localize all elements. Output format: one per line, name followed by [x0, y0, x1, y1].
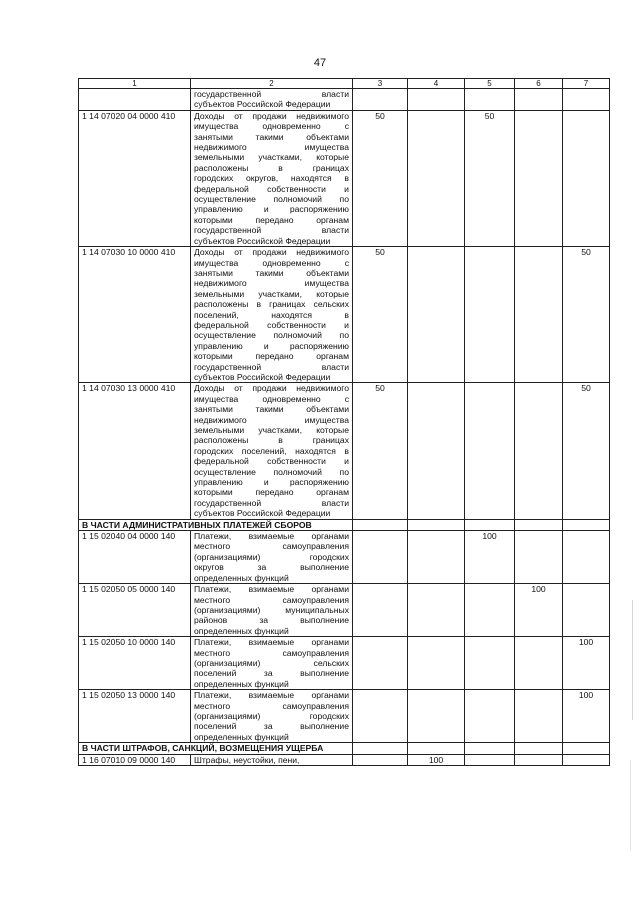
revenue-name-line: расположены в границах: [194, 435, 349, 446]
empty-cell: [408, 519, 465, 530]
table-body: [79, 79, 610, 766]
revenue-name-line: расположены в границах: [194, 162, 349, 173]
scan-artifact: [630, 760, 631, 850]
value-cell-col3: [353, 690, 408, 743]
revenue-name-line: которыми передано органам: [194, 214, 349, 225]
budget-code: 1 15 02040 04 0000 140: [79, 531, 191, 584]
value-cell-col5: [465, 383, 515, 519]
revenue-name-line: Платежи, взимаемые органами: [194, 584, 349, 595]
revenue-name-line: Доходы от продажи недвижимого: [194, 247, 349, 258]
value-cell-col3: 50: [353, 383, 408, 519]
header-cell: 6: [515, 79, 563, 89]
revenue-name-line: расположены в границах сельских: [194, 299, 349, 310]
header-cell: 7: [563, 79, 610, 89]
revenue-name-line: государственной власти: [194, 89, 349, 99]
revenue-name-line: государственной власти: [194, 225, 349, 236]
revenue-name: [191, 531, 353, 584]
value-cell-col4: [408, 531, 465, 584]
empty-cell: [465, 743, 515, 754]
value-cell-col5: [465, 89, 515, 111]
revenue-name-line: определенных функций: [194, 731, 289, 742]
empty-cell: [515, 519, 563, 530]
value-cell-col4: [408, 637, 465, 690]
header-cell: 5: [465, 79, 515, 89]
revenue-name-line: субъектов Российской Федерации: [194, 371, 331, 382]
empty-cell: [515, 743, 563, 754]
value-cell-col3: 50: [353, 110, 408, 246]
revenue-name-line: земельными участками, которые: [194, 152, 349, 163]
revenue-name-line: управлению и распоряжению: [194, 204, 349, 215]
revenue-name-line: земельными участками, которые: [194, 425, 349, 435]
revenue-name-line: городских поселений, находятся в: [194, 445, 349, 456]
value-cell-col5: [465, 247, 515, 383]
budget-code: 1 16 07010 09 0000 140: [79, 754, 191, 765]
revenue-name-line: осуществление полномочий по: [194, 330, 349, 341]
section-title: В ЧАСТИ ШТРАФОВ, САНКЦИЙ, ВОЗМЕЩЕНИЯ УЩЕРБА: [79, 743, 353, 754]
revenue-name-line: Платежи, взимаемые органами: [194, 531, 349, 542]
header-cell: 3: [353, 79, 408, 89]
value-cell-col7: 100: [563, 637, 610, 690]
revenue-name-line: занятыми такими объектами: [194, 267, 349, 278]
revenue-name-line: (организациями) городских: [194, 710, 349, 721]
revenue-name-line: субъектов Российской Федерации: [194, 508, 331, 519]
revenue-name-line: имущества одновременно с: [194, 257, 349, 268]
revenue-name-line: федеральной собственности и: [194, 183, 349, 194]
revenue-name-line: осуществление полномочий по: [194, 194, 349, 205]
value-cell-col5: [465, 584, 515, 637]
value-cell-col4: [408, 110, 465, 246]
value-cell-col6: [515, 247, 563, 383]
revenue-name-line: (организациями) сельских: [194, 657, 349, 668]
section-row: [79, 519, 610, 530]
table-row: [79, 584, 610, 637]
value-cell-col3: [353, 754, 408, 765]
value-cell-col4: [408, 383, 465, 519]
value-cell-col3: [353, 584, 408, 637]
value-cell-col3: [353, 531, 408, 584]
revenue-name: [191, 247, 353, 383]
scan-artifact: [632, 600, 633, 720]
revenue-name: [191, 383, 353, 519]
value-cell-col5: 50: [465, 110, 515, 246]
value-cell-col3: [353, 637, 408, 690]
budget-code: 1 14 07030 13 0000 410: [79, 383, 191, 519]
empty-cell: [563, 743, 610, 754]
revenue-name-line: (организациями) городских: [194, 551, 349, 562]
revenue-name-line: имущества одновременно с: [194, 393, 349, 404]
budget-code: 1 15 02050 05 0000 140: [79, 584, 191, 637]
revenue-name-line: Доходы от продажи недвижимого: [194, 110, 349, 121]
value-cell-col7: 50: [563, 383, 610, 519]
revenue-name-line: недвижимого имущества: [194, 278, 349, 289]
value-cell-col7: [563, 89, 610, 111]
revenue-name-line: федеральной собственности и: [194, 319, 349, 330]
budget-code: 1 14 07020 04 0000 410: [79, 110, 191, 246]
revenue-name-line: государственной власти: [194, 361, 349, 372]
revenue-name-line: Доходы от продажи недвижимого: [194, 383, 349, 394]
revenue-name-line: субъектов Российской Федерации: [194, 235, 331, 246]
revenue-name: [191, 637, 353, 690]
table-header-row: [79, 79, 610, 89]
revenue-name-line: государственной власти: [194, 497, 349, 508]
value-cell-col5: [465, 754, 515, 765]
empty-cell: [353, 519, 408, 530]
revenue-name-line: определенных функций: [194, 625, 289, 636]
table-row: [79, 110, 610, 246]
revenue-name-line: Штрафы, неустойки, пени,: [194, 754, 300, 765]
revenue-name-line: определенных функций: [194, 678, 289, 689]
revenue-name-line: субъектов Российской Федерации: [194, 99, 331, 110]
value-cell-col6: [515, 110, 563, 246]
revenue-name-line: поселений за выполнение: [194, 668, 349, 679]
revenue-name-line: районов за выполнение: [194, 615, 349, 626]
value-cell-col4: [408, 247, 465, 383]
value-cell-col6: [515, 754, 563, 765]
value-cell-col6: [515, 383, 563, 519]
revenue-name-line: местного самоуправления: [194, 541, 349, 552]
revenue-name-line: Платежи, взимаемые органами: [194, 637, 349, 648]
value-cell-col4: [408, 584, 465, 637]
value-cell-col6: [515, 637, 563, 690]
revenue-name-line: поселений за выполнение: [194, 721, 349, 732]
value-cell-col7: [563, 531, 610, 584]
revenue-name-line: местного самоуправления: [194, 700, 349, 711]
value-cell-col5: [465, 637, 515, 690]
revenue-name-line: занятыми такими объектами: [194, 404, 349, 415]
budget-code: 1 14 07030 10 0000 410: [79, 247, 191, 383]
revenue-name-line: имущества одновременно с: [194, 121, 349, 132]
budget-code: [79, 89, 191, 111]
revenue-name-line: поселений, находятся в: [194, 309, 349, 320]
revenue-name-line: занятыми такими объектами: [194, 131, 349, 142]
empty-cell: [563, 519, 610, 530]
revenue-name-line: осуществление полномочий по: [194, 466, 349, 477]
revenue-name-line: местного самоуправления: [194, 594, 349, 605]
revenue-name-line: определенных функций: [194, 572, 289, 583]
table-row: [79, 690, 610, 743]
revenue-table: [78, 78, 610, 766]
revenue-name-line: местного самоуправления: [194, 647, 349, 658]
value-cell-col6: [515, 690, 563, 743]
revenue-name-line: округов за выполнение: [194, 562, 349, 573]
revenue-name: [191, 584, 353, 637]
revenue-name-line: управлению и распоряжению: [194, 477, 349, 488]
table-row: [79, 383, 610, 519]
revenue-name-line: (организациями) муниципальных: [194, 604, 349, 615]
table-row: [79, 89, 610, 111]
value-cell-col5: [465, 690, 515, 743]
table-row: [79, 247, 610, 383]
value-cell-col3: [353, 89, 408, 111]
revenue-name-line: Платежи, взимаемые органами: [194, 690, 349, 701]
value-cell-col6: [515, 89, 563, 111]
value-cell-col4: [408, 690, 465, 743]
value-cell-col7: 100: [563, 690, 610, 743]
value-cell-col7: [563, 584, 610, 637]
revenue-name: [191, 110, 353, 246]
value-cell-col7: [563, 754, 610, 765]
revenue-name-line: недвижимого имущества: [194, 414, 349, 425]
value-cell-col6: [515, 531, 563, 584]
revenue-name: [191, 690, 353, 743]
table-row: [79, 531, 610, 584]
budget-code: 1 15 02050 10 0000 140: [79, 637, 191, 690]
value-cell-col6: 100: [515, 584, 563, 637]
value-cell-col5: 100: [465, 531, 515, 584]
table-row: [79, 754, 610, 765]
header-cell: 2: [191, 79, 353, 89]
value-cell-col4: 100: [408, 754, 465, 765]
revenue-name-line: которыми передано органам: [194, 487, 349, 498]
revenue-name-line: которыми передано органам: [194, 351, 349, 362]
table-row: [79, 637, 610, 690]
header-cell: 4: [408, 79, 465, 89]
revenue-name-line: земельными участками, которые: [194, 288, 349, 299]
header-cell: 1: [79, 79, 191, 89]
section-title: В ЧАСТИ АДМИНИСТРАТИВНЫХ ПЛАТЕЖЕЙ СБОРОВ: [79, 519, 353, 530]
empty-cell: [465, 519, 515, 530]
section-row: [79, 743, 610, 754]
value-cell-col4: [408, 89, 465, 111]
value-cell-col7: [563, 110, 610, 246]
revenue-name-line: недвижимого имущества: [194, 142, 349, 153]
revenue-name-line: городских округов, находятся в: [194, 173, 349, 184]
value-cell-col7: 50: [563, 247, 610, 383]
revenue-name-line: федеральной собственности и: [194, 456, 349, 467]
revenue-name: [191, 89, 353, 111]
revenue-name: [191, 754, 353, 765]
revenue-name-line: управлению и распоряжению: [194, 340, 349, 351]
value-cell-col3: 50: [353, 247, 408, 383]
page-number: 47: [313, 57, 327, 69]
empty-cell: [408, 743, 465, 754]
budget-code: 1 15 02050 13 0000 140: [79, 690, 191, 743]
empty-cell: [353, 743, 408, 754]
